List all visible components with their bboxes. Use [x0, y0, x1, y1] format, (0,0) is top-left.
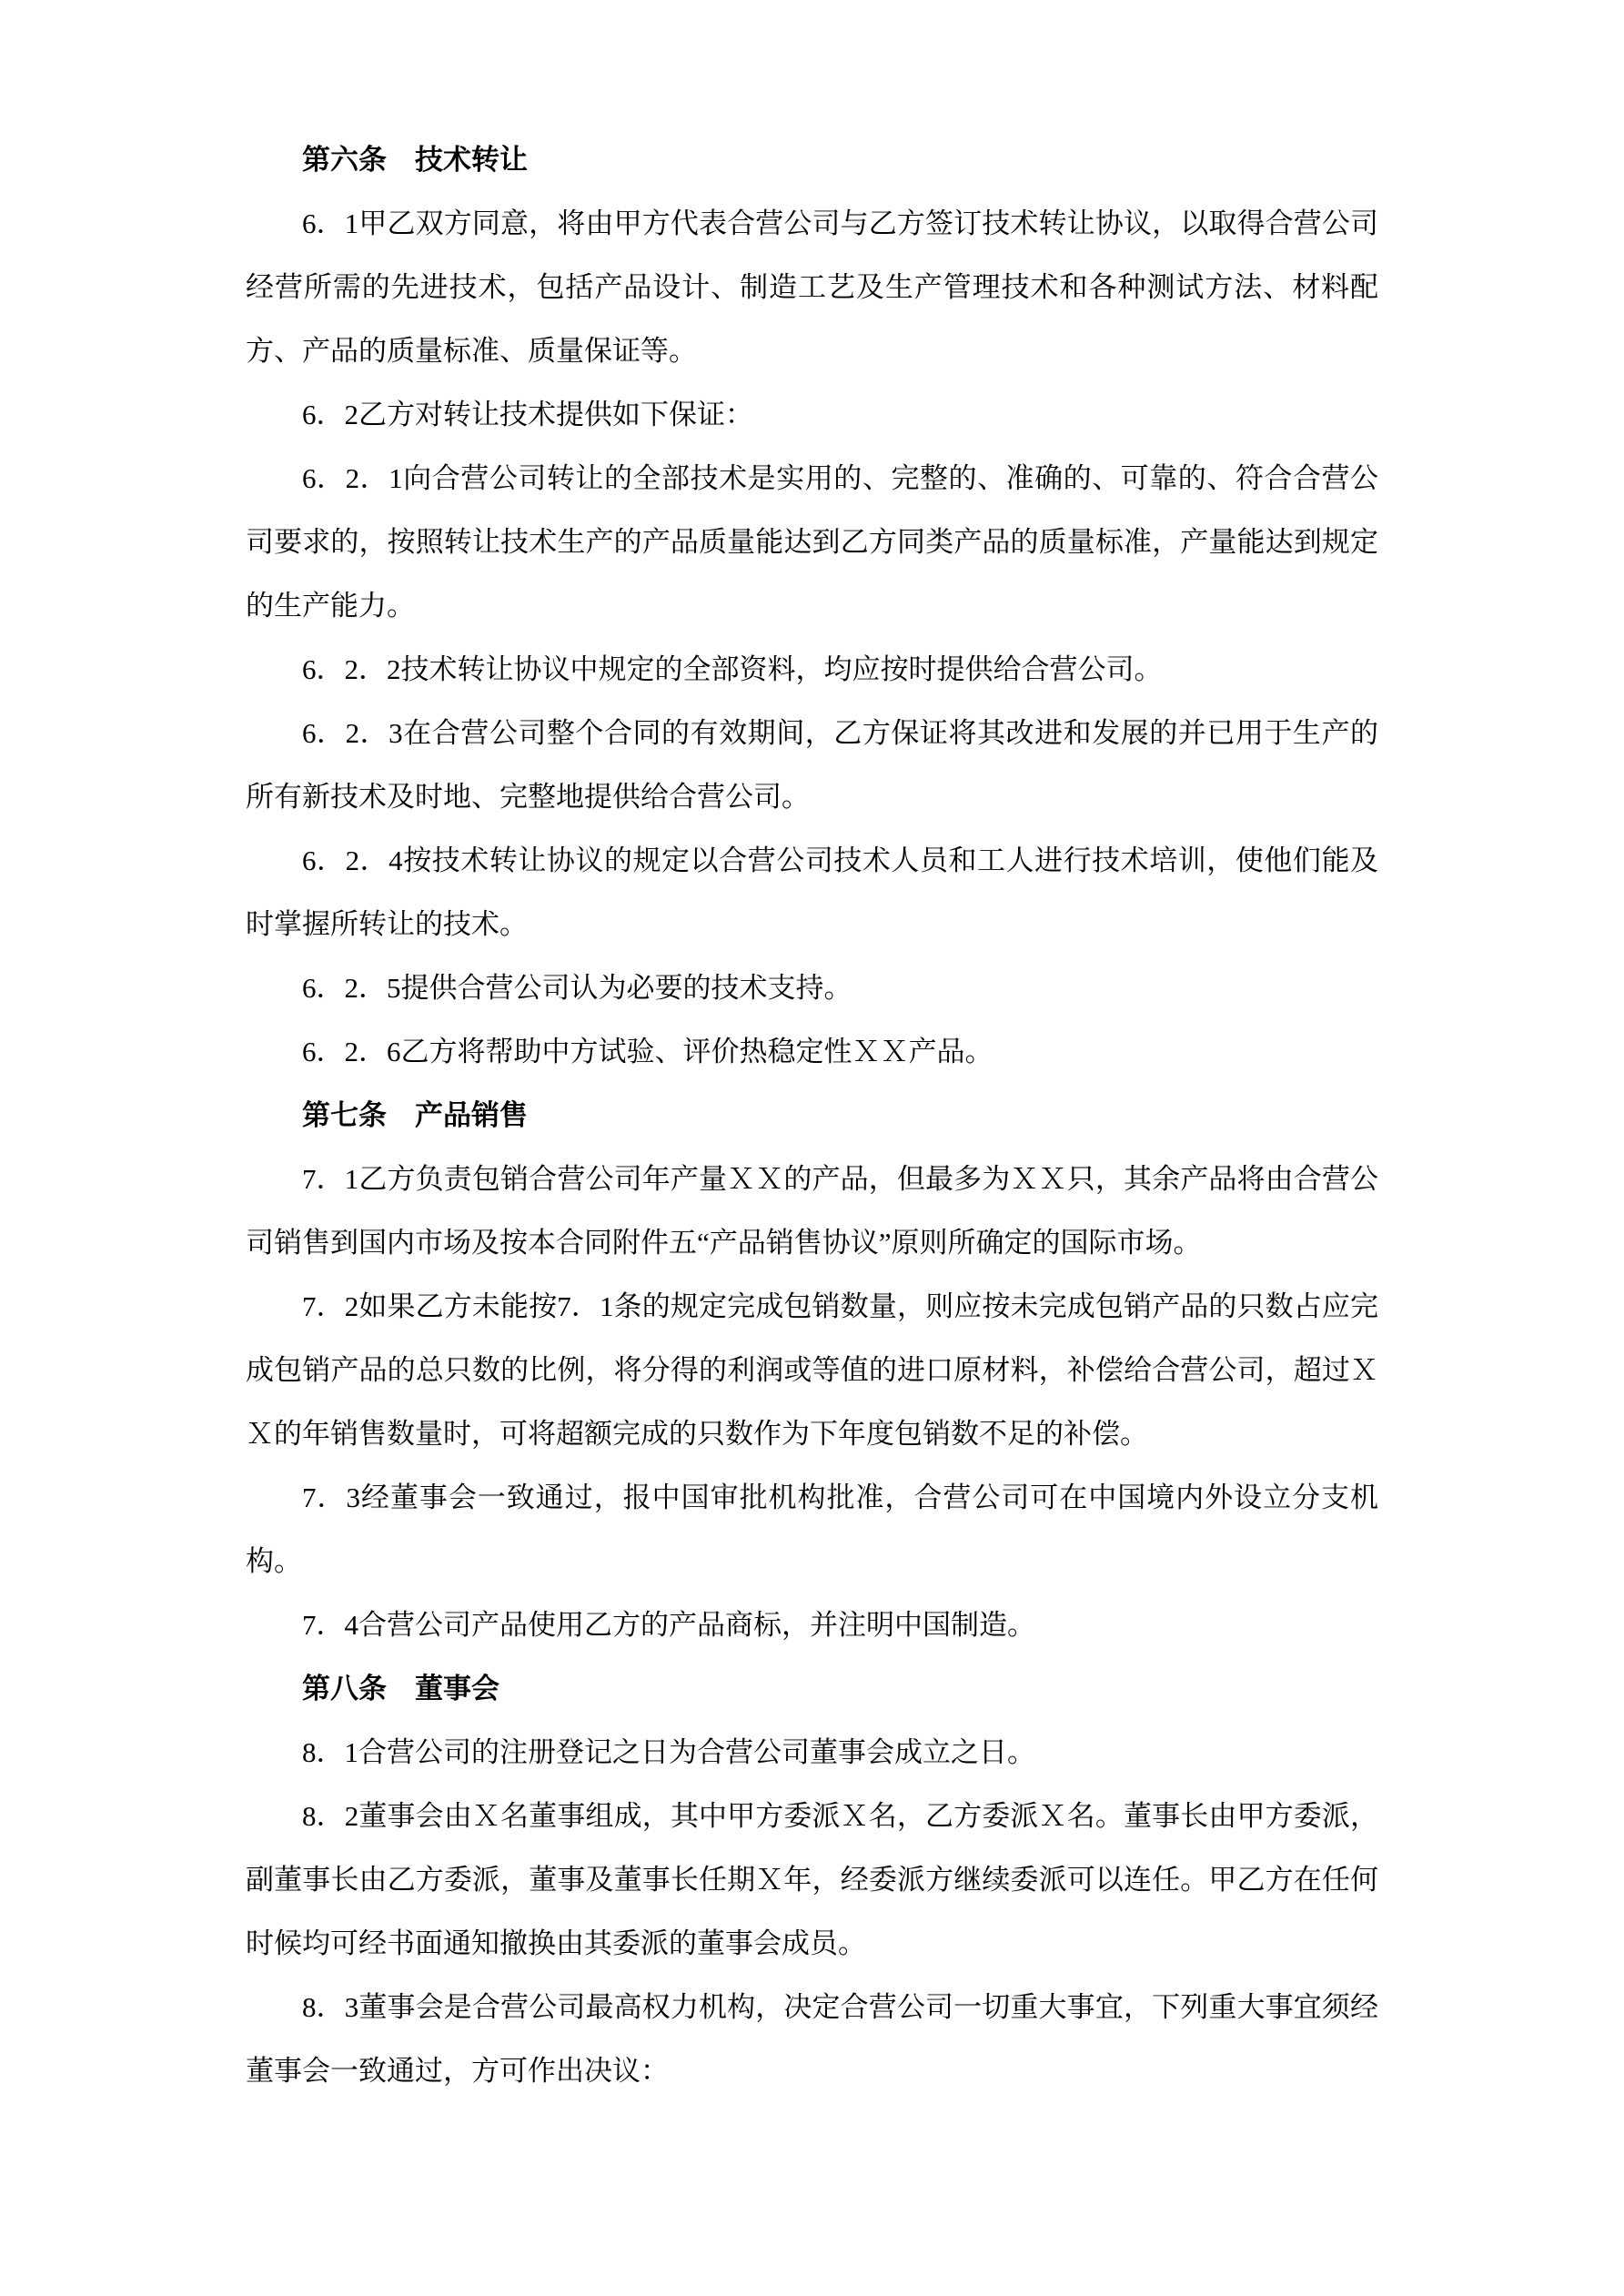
contract-paragraph: 6．1甲乙双方同意，将由甲方代表合营公司与乙方签订技术转让协议，以取得合营公司经营所需的先进技术，包括产品设计、制造工艺及生产管理技术和各种测试方法、材料配方、产品的质量标准、质量保证等。 [246, 207, 1378, 367]
contract-paragraph: 7．1乙方负责包销合营公司年产量ＸＸ的产品，但最多为ＸＸ只，其余产品将由合营公司销售到国内市场及按本合同附件五“产品销售协议”原则所确定的国际市场。 [246, 1163, 1378, 1259]
contract-paragraph: 7．2如果乙方未能按7．1条的规定完成包销数量，则应按未完成包销产品的只数占应完成包销产品的总只数的比例，将分得的利润或等值的进口原材料，补偿给合营公司，超过ＸＸ的年销售数量时，可将超额完成的只数作为下年度包销数不足的补偿。 [246, 1290, 1378, 1450]
article-heading: 第六条 技术转让 [302, 144, 528, 176]
contract-paragraph: 6．2乙方对转让技术提供如下保证： [302, 399, 753, 430]
contract-paragraph: 6．2．5提供合营公司认为必要的技术支持。 [302, 972, 852, 1004]
contract-paragraph: 6．2．2技术转让协议中规定的全部资料，均应按时提供给合营公司。 [302, 653, 1163, 685]
article-heading: 第七条 产品销售 [302, 1099, 528, 1131]
contract-paragraph: 7．4合营公司产品使用乙方的产品商标，并注明中国制造。 [302, 1609, 1035, 1641]
contract-paragraph: 8．1合营公司的注册登记之日为合营公司董事会成立之日。 [302, 1736, 1035, 1768]
document-text-area [246, 128, 1378, 2103]
contract-paragraph: 6．2．4按技术转让协议的规定以合营公司技术人员和工人进行技术培训，使他们能及时掌握所转让的技术。 [246, 845, 1378, 940]
contract-paragraph: 8．2董事会由Ｘ名董事组成，其中甲方委派Ｘ名，乙方委派Ｘ名。董事长由甲方委派，副董事长由乙方委派，董事及董事长任期Ｘ年，经委派方继续委派可以连任。甲乙方在任何时候均可经书面通知撤换由其委派的董事会成员。 [246, 1800, 1378, 1959]
contract-paragraph: 6．2．6乙方将帮助中方试验、评价热稳定性ＸＸ产品。 [302, 1036, 994, 1067]
article-heading: 第八条 董事会 [302, 1673, 499, 1704]
contract-paragraph: 7．3经董事会一致通过，报中国审批机构批准，合营公司可在中国境内外设立分支机构。 [246, 1482, 1378, 1577]
contract-paragraph: 8．3董事会是合营公司最高权力机构，决定合营公司一切重大事宜，下列重大事宜须经董事会一致通过，方可作出决议： [246, 1991, 1378, 2087]
contract-paragraph: 6．2．3在合营公司整个合同的有效期间，乙方保证将其改进和发展的并已用于生产的所有新技术及时地、完整地提供给合营公司。 [246, 717, 1378, 813]
contract-paragraph: 6．2．1向合营公司转让的全部技术是实用的、完整的、准确的、可靠的、符合合营公司要求的，按照转让技术生产的产品质量能达到乙方同类产品的质量标准，产量能达到规定的生产能力。 [246, 462, 1378, 622]
